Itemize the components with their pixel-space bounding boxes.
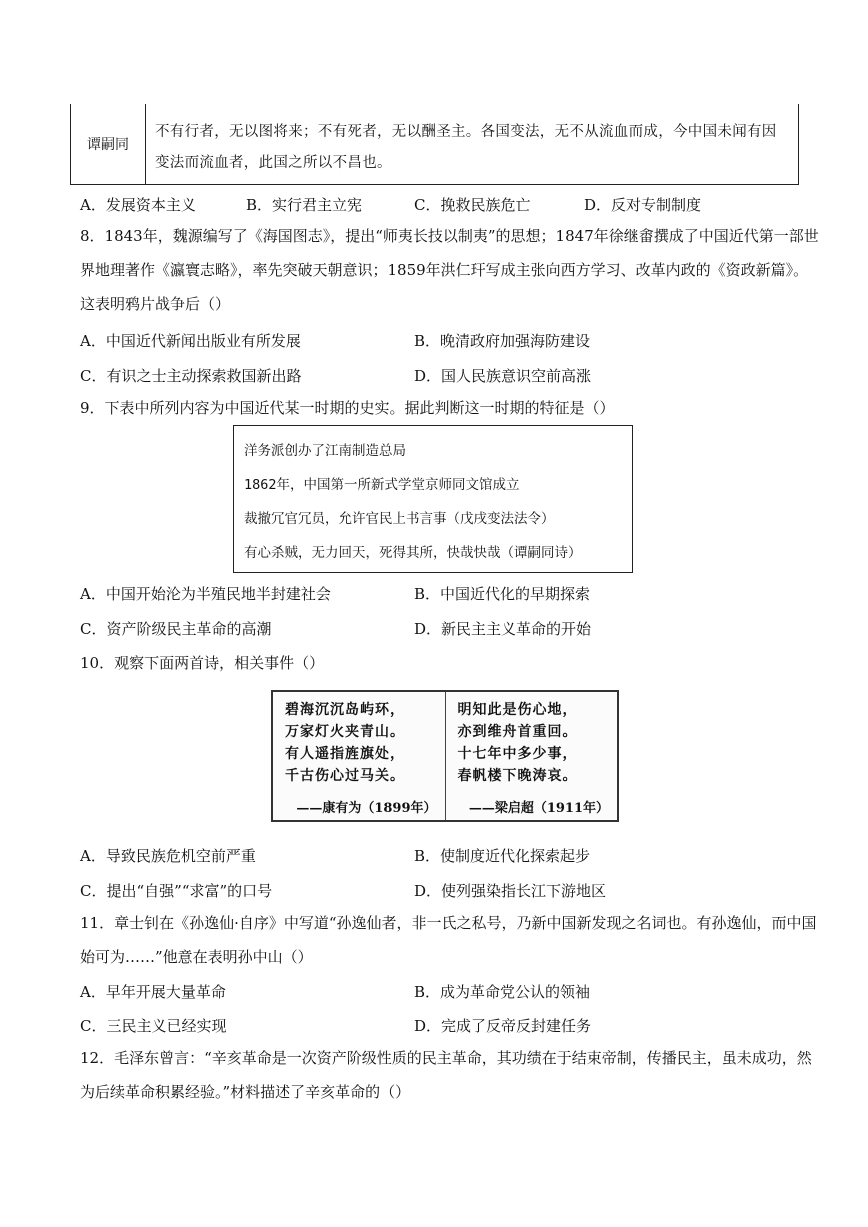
q8-option-b: B．晚清政府加强海防建设: [414, 332, 591, 350]
q11-option-b: B．成为革命党公认的领袖: [414, 983, 591, 1001]
q8-option-d: D．国人民族意识空前高涨: [414, 367, 592, 385]
q9-option-a: A．中国开始沦为半殖民地半封建社会: [80, 585, 331, 603]
quote-table: [70, 104, 799, 185]
q10-option-d: D．使列强染指长江下游地区: [414, 882, 607, 900]
poem-author: ——康有为（1899年）: [296, 801, 437, 816]
poem-line: 万家灯火夹青山。: [285, 724, 405, 740]
poem-author: ——梁启超（1911年）: [468, 801, 609, 816]
q9-facts-box: [233, 425, 633, 573]
q12-stem: 12．毛泽东曾言：“辛亥革命是一次资产阶级性质的民主革命，其功绩在于结束帝制，传播民主，虽未成功，然为后续革命积累经验。”材料描述了辛亥革命的（）: [80, 1049, 812, 1101]
q7-option-a: A．发展资本主义: [80, 196, 196, 214]
q8-option-c: C．有识之士主动探索救国新出路: [80, 367, 302, 385]
q10-option-b: B．使制度近代化探索起步: [414, 847, 591, 865]
q7-option-d: D．反对专制制度: [584, 196, 702, 214]
poem-line: 千古伤心过马关。: [285, 768, 405, 784]
q9-option-b: B．中国近代化的早期探索: [414, 585, 591, 603]
q9-fact-1: 洋务派创办了江南制造总局: [244, 443, 406, 459]
q9-fact-4: 有心杀贼，无力回天，死得其所，快哉快哉（谭嗣同诗）: [244, 545, 582, 561]
poem-line: 亦到维舟首重回。: [457, 724, 578, 740]
poem-liang-qichao: [445, 692, 618, 820]
q10-option-a: A．导致民族危机空前严重: [80, 847, 256, 865]
poem-line: 有人遥指旌旗处，: [285, 746, 405, 762]
q9-fact-2: 1862年，中国第一所新式学堂京师同文馆成立: [244, 477, 520, 493]
q11-option-c: C．三民主义已经实现: [80, 1017, 227, 1035]
poem-line: 春帆楼下晚涛哀。: [457, 768, 578, 784]
q11-stem: 11．章士钊在《孙逸仙·自序》中写道“孙逸仙者，非一氏之私号，乃新中国新发现之名词也。有孙逸仙，而中国始可为……”他意在表明孙中山（）: [80, 914, 817, 966]
q10-option-c: C．提出“自强”“求富”的口号: [80, 882, 273, 900]
q10-stem: 10．观察下面两首诗，相关事件（）: [80, 654, 325, 672]
q8-option-a: A．中国近代新闻出版业有所发展: [80, 332, 301, 350]
q9-stem: 9．下表中所列内容为中国近代某一时期的史实。据此判断这一时期的特征是（）: [80, 399, 615, 417]
q7-option-c: C．挽救民族危亡: [414, 196, 531, 214]
poem-line: 十七年中多少事，: [457, 746, 578, 762]
q11-option-d: D．完成了反帝反封建任务: [414, 1017, 592, 1035]
poem-line: 明知此是伤心地，: [457, 702, 578, 718]
table-name-cell: 谭嗣同: [71, 104, 146, 184]
q7-option-b: B．实行君主立宪: [246, 196, 363, 214]
poem-kang-youwei: [273, 692, 445, 820]
poem-line: 碧海沉沉岛屿环，: [285, 702, 405, 718]
q8-stem: 8．1843年，魏源编写了《海国图志》，提出“师夷长技以制夷”的思想；1847年徐继畬撰成了中国近代第一部世界地理著作《瀛寰志略》，率先突破天朝意识；1859年洪仁玕写成主张向西方学习、改革内政的《资政新篇》。这表明鸦片战争后（）: [80, 227, 819, 313]
q9-option-d: D．新民主主义革命的开始: [414, 620, 592, 638]
table-text-cell: 不有行者，无以图将来；不有死者，无以酬圣主。各国变法，无不从流血而成，今中国未闻有因变法而流血者，此国之所以不昌也。: [155, 124, 777, 171]
q9-option-c: C．资产阶级民主革命的高潮: [80, 620, 272, 638]
poems-image: [271, 690, 619, 822]
q9-fact-3: 裁撤冗官冗员，允许官民上书言事（戊戌变法法令）: [244, 511, 555, 527]
q11-option-a: A．早年开展大量革命: [80, 983, 226, 1001]
